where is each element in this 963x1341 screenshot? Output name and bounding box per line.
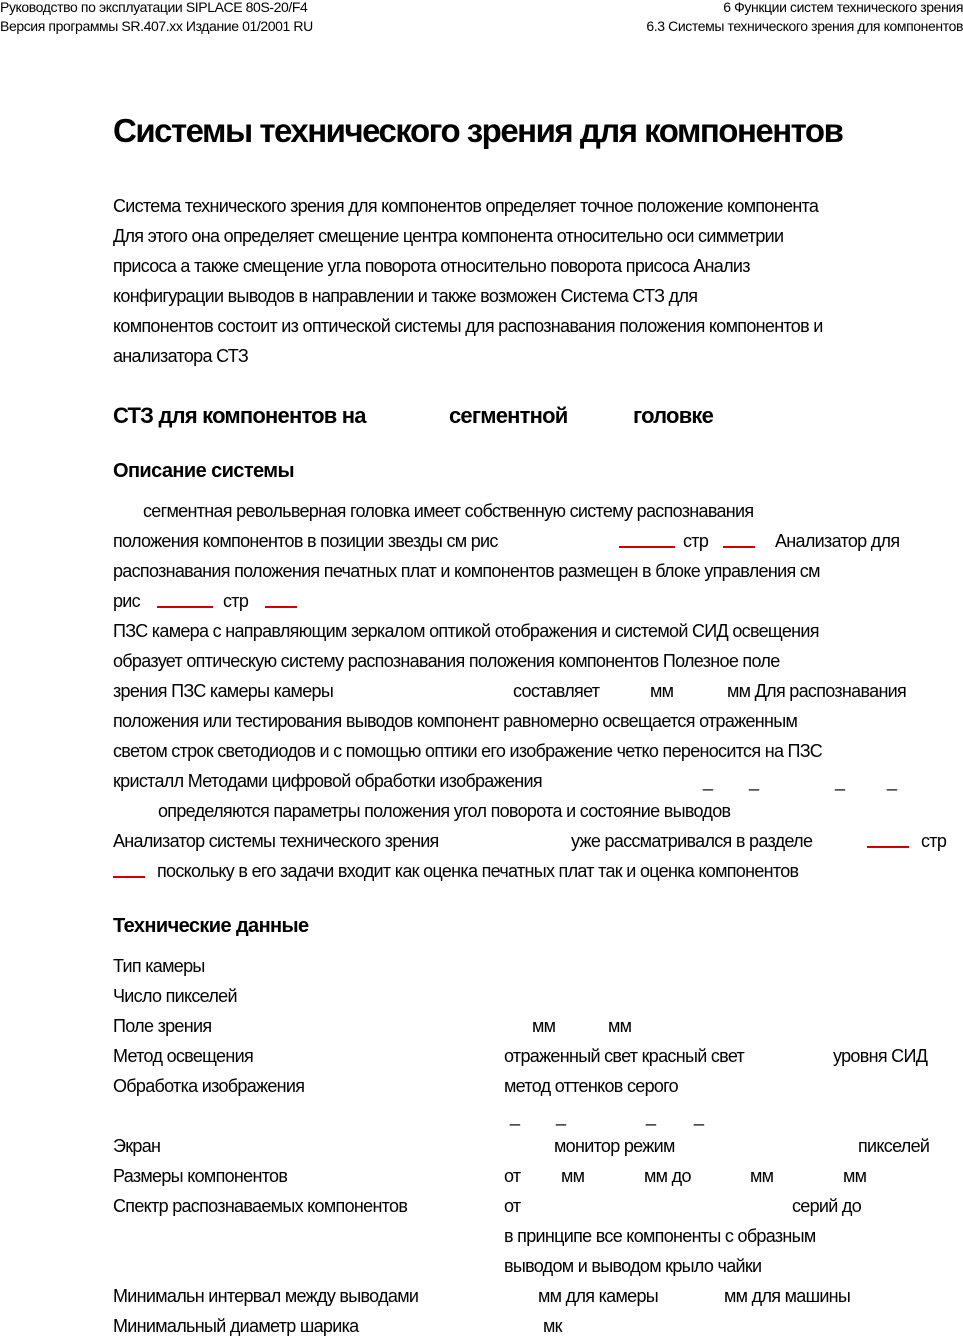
description-text: уже рассматривался в разделе <box>571 831 813 851</box>
row-value: мк <box>543 1316 562 1336</box>
intro-line: присоса а также смещение угла поворота относительно поворота присоса Анализ <box>113 256 750 276</box>
description-text: рис <box>113 591 140 611</box>
row-value: серий до <box>792 1196 862 1216</box>
row-value: отраженный свет красный свет <box>504 1046 745 1066</box>
unit-mm: мм <box>650 681 674 701</box>
page-word: стр <box>683 531 709 551</box>
row-label: Спектр распознаваемых компонентов <box>113 1196 408 1216</box>
header-manual-title: Руководство по эксплуатации SIPLACE 80S-20/F4 <box>0 0 308 15</box>
page-word: стр <box>223 591 249 611</box>
row-label: Тип камеры <box>113 956 205 976</box>
description-text: поскольку в его задачи входит как оценка печатных плат так и оценка компонентов <box>157 861 799 881</box>
table-row <box>0 1251 963 1281</box>
page-link[interactable] <box>113 856 145 878</box>
row-label: Размеры компонентов <box>113 1166 288 1186</box>
description-text: Анализатор системы технического зрения <box>113 831 439 851</box>
intro-line: Система технического зрения для компонентов определяет точное положение компонента <box>113 196 819 216</box>
section-heading-part3: головке <box>633 403 714 428</box>
description-line <box>113 766 963 796</box>
description-text: Анализатор для <box>775 531 900 551</box>
row-value: метод оттенков серого <box>504 1076 678 1096</box>
description-line: светом строк светодиодов и с помощью оптики его изображение четко переносится на ПЗС <box>113 741 823 761</box>
description-heading: Описание системы <box>113 460 294 482</box>
row-value: мм для машины <box>724 1286 851 1306</box>
dash-mark: _ <box>749 771 759 791</box>
tech-heading: Технические данные <box>113 915 309 937</box>
table-row <box>0 1161 963 1191</box>
header-section: 6.3 Системы технического зрения для компонентов <box>646 18 963 34</box>
row-value: мм для камеры <box>538 1286 659 1306</box>
row-value: мм <box>843 1166 867 1186</box>
table-row <box>0 981 963 1011</box>
section-link[interactable] <box>867 826 909 848</box>
row-value: мм до <box>644 1166 691 1186</box>
dash-mark: _ <box>646 1106 656 1126</box>
header-version: Версия программы SR.407.xx Издание 01/2001 RU <box>0 18 313 34</box>
page-link[interactable] <box>265 586 297 608</box>
description-line <box>113 826 963 856</box>
intro-line: конфигурации выводов в направлении и также возможен Система СТЗ для <box>113 286 698 306</box>
description-text: зрения ПЗС камеры камеры <box>113 681 334 701</box>
row-value: мм <box>750 1166 774 1186</box>
table-row <box>0 1101 963 1131</box>
table-row <box>0 1281 963 1311</box>
description-line: определяются параметры положения угол поворота и состояние выводов <box>158 801 731 821</box>
table-row <box>0 951 963 981</box>
section-heading-part1: СТЗ для компонентов на <box>113 403 366 428</box>
page-word: стр <box>921 831 947 851</box>
description-text: кристалл Методами цифровой обработки изображения <box>113 771 542 791</box>
description-line: положения или тестирования выводов компонент равномерно освещается отраженным <box>113 711 798 731</box>
dash-mark: _ <box>703 771 713 791</box>
description-text: составляет <box>513 681 600 701</box>
dash-mark: _ <box>510 1106 520 1126</box>
row-value: в принципе все компоненты с образным <box>504 1226 816 1246</box>
description-line: ПЗС камера с направляющим зеркалом оптикой отображения и системой СИД освещения <box>113 621 819 641</box>
section-heading <box>113 403 714 429</box>
row-label: Минимальный диаметр шарика <box>113 1316 359 1336</box>
figure-link[interactable] <box>619 526 675 548</box>
figure-link[interactable] <box>157 586 213 608</box>
description-line: сегментная револьверная головка имеет собственную систему распознавания <box>143 501 754 521</box>
row-label: Число пикселей <box>113 986 237 1006</box>
table-row <box>0 1131 963 1161</box>
row-value: пикселей <box>858 1136 930 1156</box>
page-link[interactable] <box>723 526 755 548</box>
intro-line: Для этого она определяет смещение центра компонента относительно оси симметрии <box>113 226 784 246</box>
row-value: уровня СИД <box>833 1046 928 1066</box>
row-label: Поле зрения <box>113 1016 212 1036</box>
table-row <box>0 1041 963 1071</box>
table-row <box>0 1071 963 1101</box>
dash-mark: _ <box>694 1106 704 1126</box>
dash-mark: _ <box>887 771 897 791</box>
row-value: монитор режим <box>554 1136 675 1156</box>
description-line: распознавания положения печатных плат и компонентов размещен в блоке управления см <box>113 561 820 581</box>
row-value: от <box>504 1196 521 1216</box>
row-value: мм <box>532 1016 556 1036</box>
dash-mark: _ <box>835 771 845 791</box>
row-label: Минимальн интервал между выводами <box>113 1286 419 1306</box>
description-line: образует оптическую систему распознавания положения компонентов Полезное поле <box>113 651 780 671</box>
intro-line: компонентов состоит из оптической системы для распознавания положения компонентов и <box>113 316 823 336</box>
description-line <box>113 586 413 616</box>
description-text: положения компонентов в позиции звезды см рис <box>113 531 498 551</box>
table-row <box>0 1191 963 1221</box>
page-title: Системы технического зрения для компонентов <box>113 112 843 149</box>
description-line <box>113 676 963 706</box>
header-chapter: 6 Функции систем технического зрения <box>723 0 963 15</box>
row-label: Обработка изображения <box>113 1076 305 1096</box>
row-value: мм <box>608 1016 632 1036</box>
row-value: мм <box>561 1166 585 1186</box>
description-text: мм Для распознавания <box>727 681 907 701</box>
table-row <box>0 1221 963 1251</box>
row-label: Экран <box>113 1136 161 1156</box>
intro-line: анализатора СТЗ <box>113 346 249 366</box>
row-value: выводом и выводом крыло чайки <box>504 1256 762 1276</box>
row-value: от <box>504 1166 521 1186</box>
description-line <box>113 526 963 556</box>
table-row <box>0 1011 963 1041</box>
description-line <box>113 856 963 886</box>
row-label: Метод освещения <box>113 1046 254 1066</box>
dash-mark: _ <box>556 1106 566 1126</box>
section-heading-part2: сегментной <box>449 403 568 428</box>
